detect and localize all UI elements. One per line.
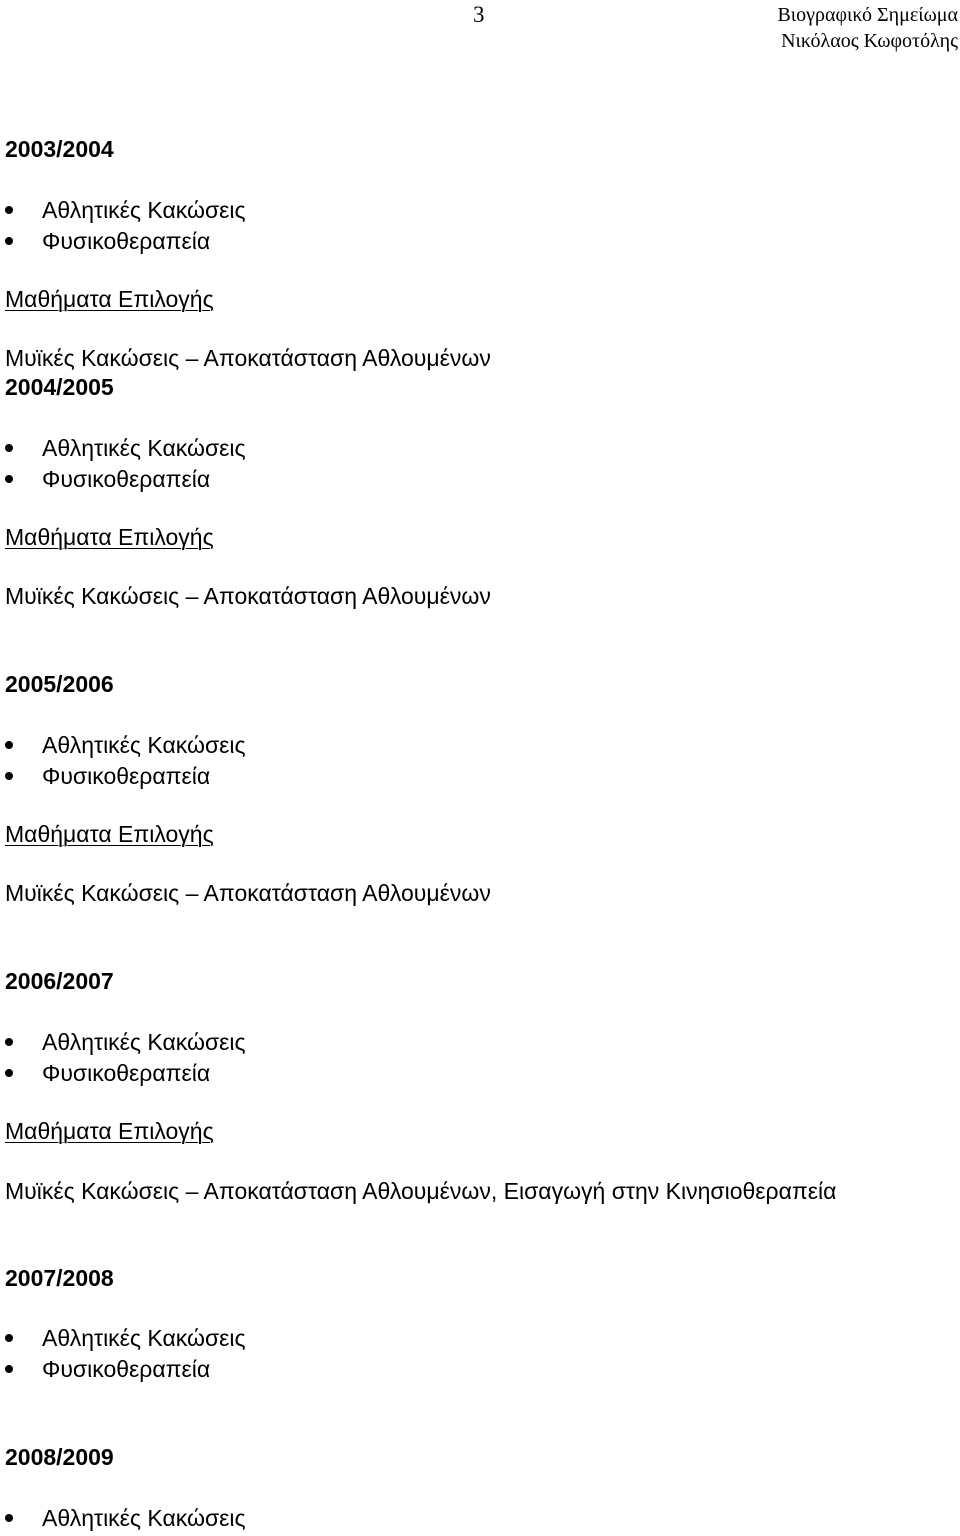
list-item-text: Φυσικοθεραπεία [42, 228, 211, 254]
bullet-icon [5, 772, 13, 780]
bullet-icon [5, 1069, 13, 1077]
list-item-text: Αθλητικές Κακώσεις [42, 732, 246, 758]
list-item-text: Αθλητικές Κακώσεις [42, 1029, 246, 1055]
list-item-text: Αθλητικές Κακώσεις [42, 1325, 246, 1351]
list-item-text: Φυσικοθεραπεία [42, 1060, 211, 1086]
electives-heading: Μαθήματα Επιλογής [5, 1118, 214, 1144]
bullet-icon [5, 206, 13, 214]
section-year: 2008/2009 [5, 1444, 114, 1470]
elective-courses: Μυϊκές Κακώσεις – Αποκατάσταση Αθλουμένων, Εισαγωγή στην Κινησιοθεραπεία [5, 1178, 837, 1204]
bullet-icon [5, 444, 13, 452]
list-item-text: Αθλητικές Κακώσεις [42, 1505, 246, 1531]
bullet-icon [5, 475, 13, 483]
list-item-text: Αθλητικές Κακώσεις [42, 197, 246, 223]
bullet-icon [5, 741, 13, 749]
list-item-text: Φυσικοθεραπεία [42, 763, 211, 789]
electives-heading: Μαθήματα Επιλογής [5, 524, 214, 550]
list-item-text: Φυσικοθεραπεία [42, 1356, 211, 1382]
bullet-icon [5, 1365, 13, 1373]
section-year: 2006/2007 [5, 968, 114, 994]
electives-heading: Μαθήματα Επιλογής [5, 821, 214, 847]
bullet-icon [5, 1334, 13, 1342]
section-year: 2007/2008 [5, 1265, 114, 1291]
author-name: Νικόλαος Κωφοτόλης [781, 30, 958, 52]
document-title: Βιογραφικό Σημείωμα [777, 4, 958, 26]
bullet-icon [5, 237, 13, 245]
section-year: 2003/2004 [5, 136, 114, 162]
running-header [777, 2, 958, 54]
bullet-icon [5, 1038, 13, 1046]
page-number: 3 [473, 2, 485, 27]
elective-courses: Μυϊκές Κακώσεις – Αποκατάσταση Αθλουμένων [5, 583, 491, 609]
electives-heading: Μαθήματα Επιλογής [5, 286, 214, 312]
bullet-icon [5, 1514, 13, 1522]
elective-courses: Μυϊκές Κακώσεις – Αποκατάσταση Αθλουμένων [5, 880, 491, 906]
section-year: 2005/2006 [5, 671, 114, 697]
list-item-text: Φυσικοθεραπεία [42, 466, 211, 492]
section-year: 2004/2005 [5, 374, 114, 400]
elective-courses: Μυϊκές Κακώσεις – Αποκατάσταση Αθλουμένων [5, 345, 491, 371]
list-item-text: Αθλητικές Κακώσεις [42, 435, 246, 461]
